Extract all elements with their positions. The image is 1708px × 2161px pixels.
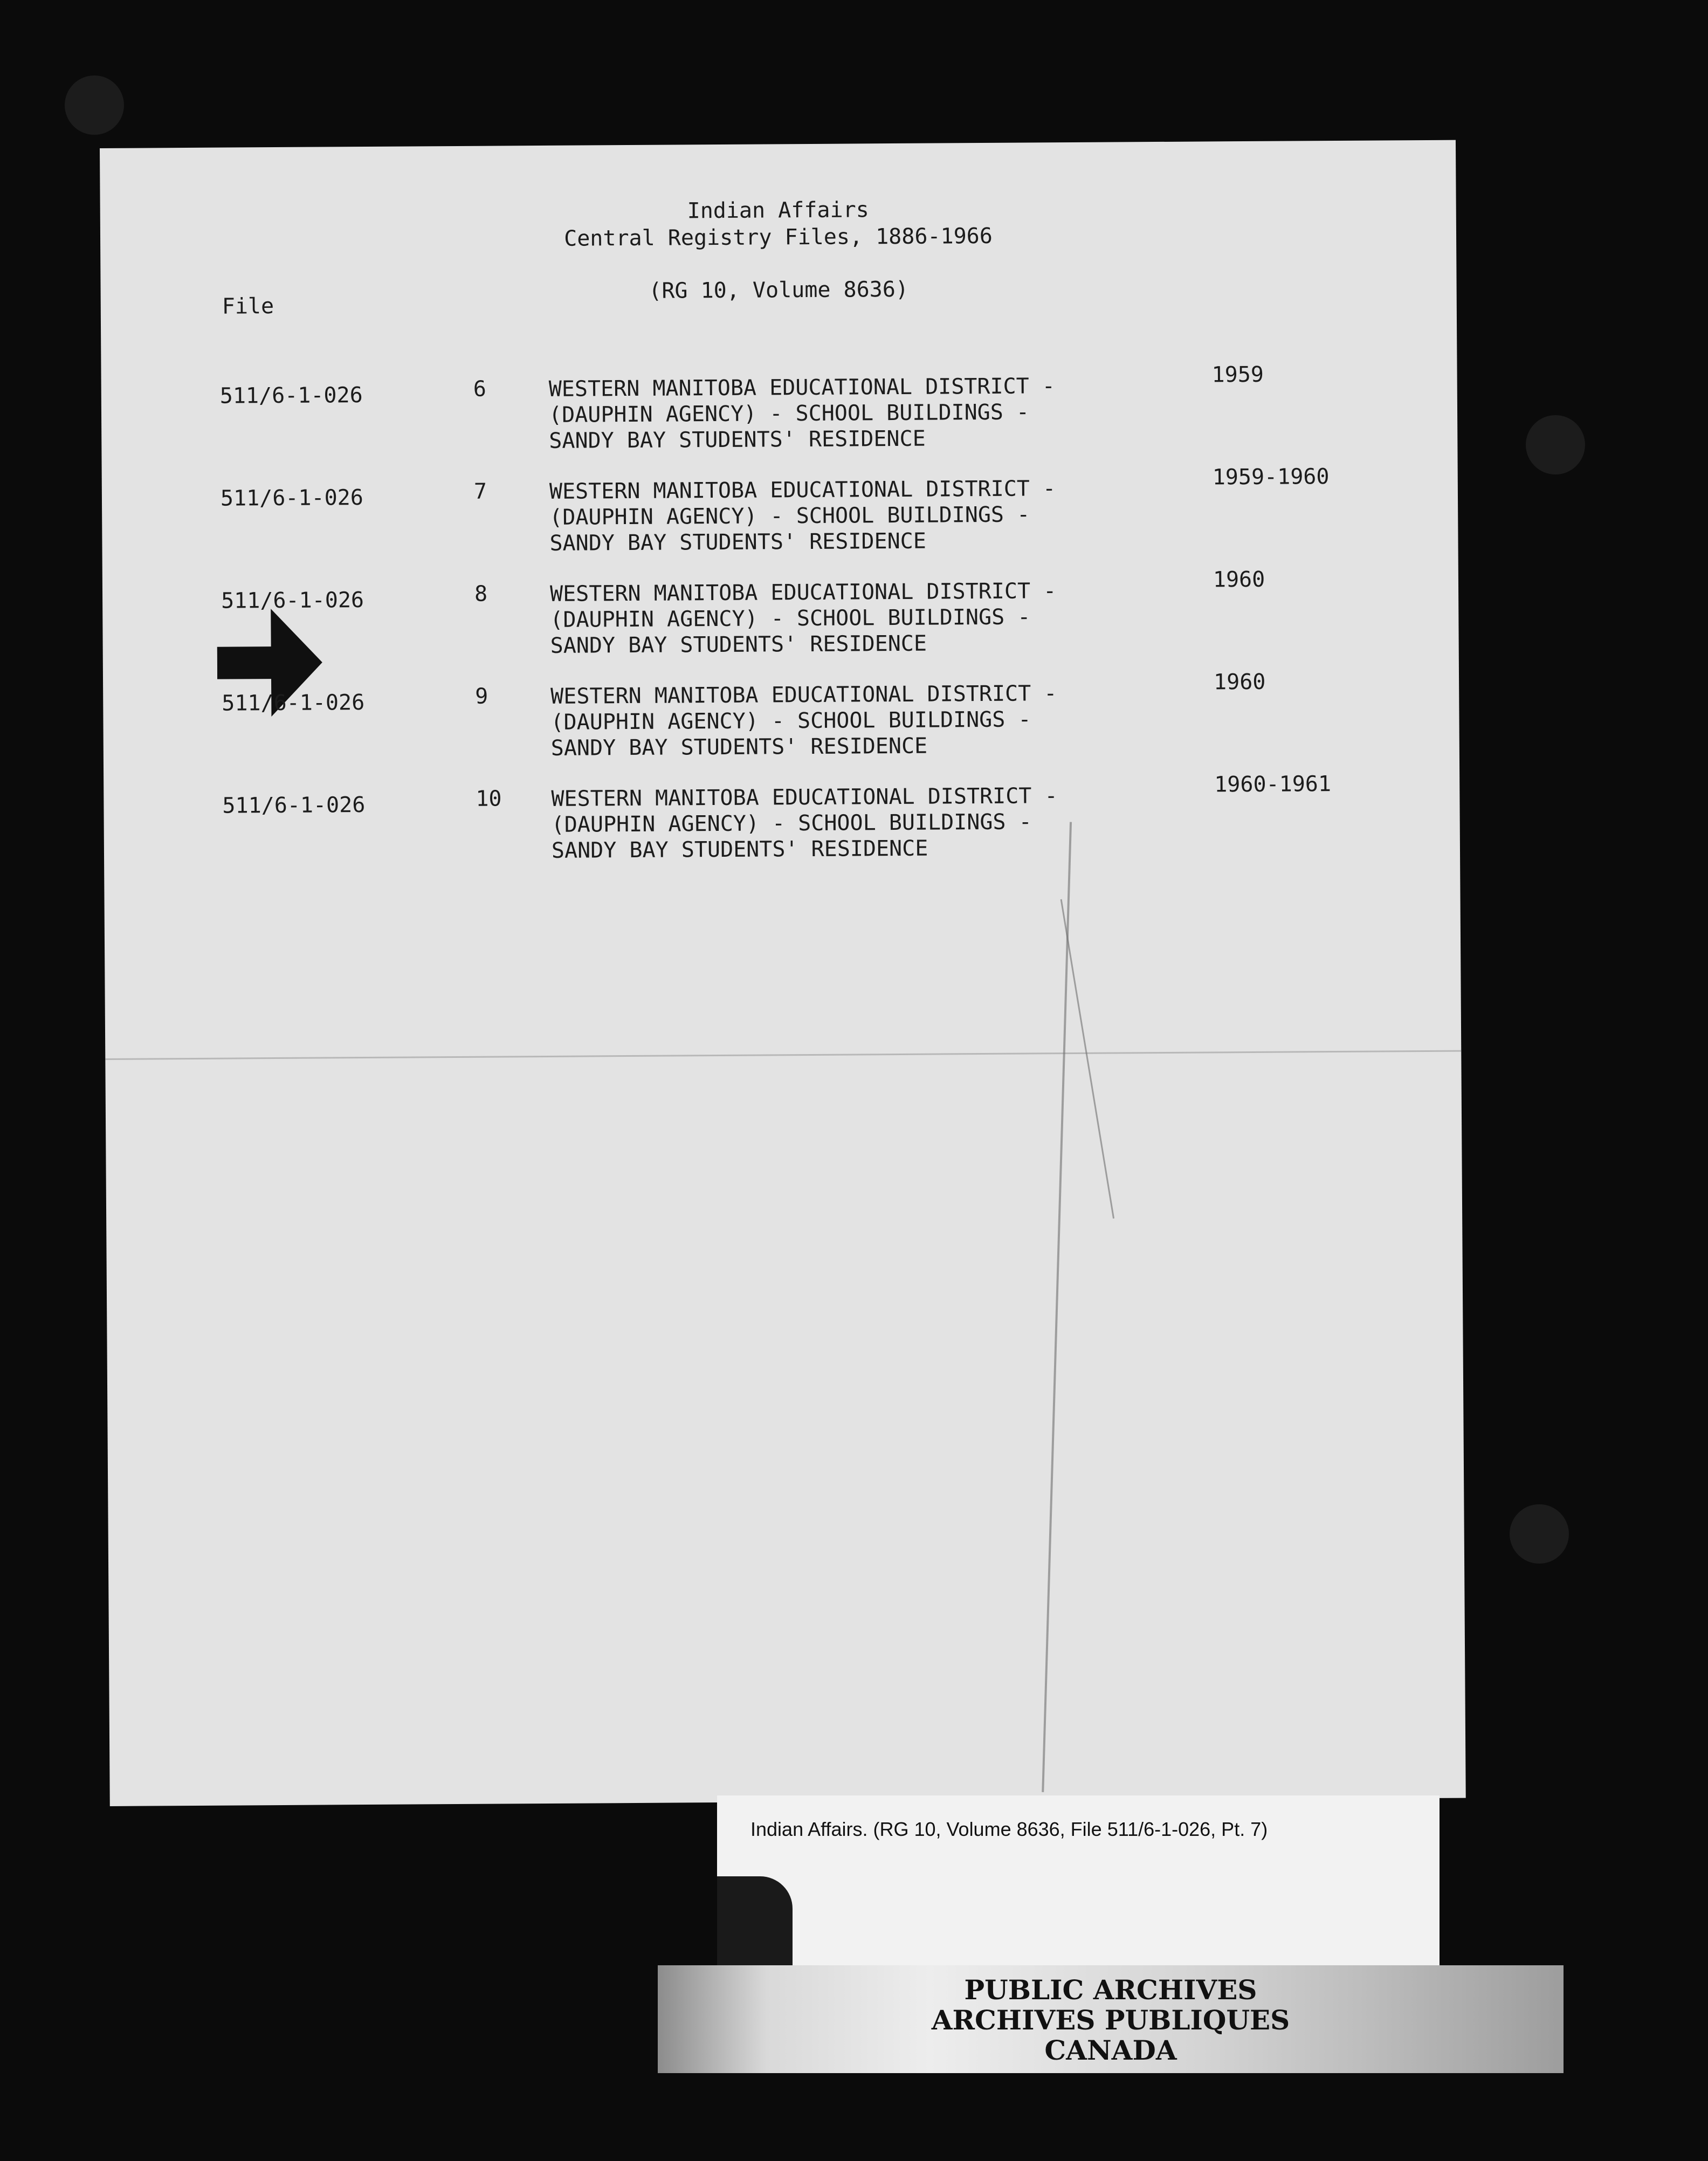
stamp-line-3: CANADA (1044, 2034, 1177, 2066)
file-title-line: SANDY BAY STUDENTS' RESIDENCE (550, 631, 927, 658)
file-date: 1960-1961 (1214, 772, 1332, 797)
file-number: 511/6-1-026 (220, 485, 364, 511)
page-fold-line (105, 1050, 1461, 1060)
film-hole-top-right (1526, 415, 1585, 474)
file-entry (104, 771, 1460, 863)
file-title-line: WESTERN MANITOBA EDUCATIONAL DISTRICT - (549, 476, 1056, 504)
file-title-line: SANDY BAY STUDENTS' RESIDENCE (551, 836, 928, 863)
file-number: 511/6-1-026 (221, 588, 364, 614)
file-entry (101, 361, 1458, 453)
archive-label-card (717, 1795, 1440, 1965)
file-title-line: WESTERN MANITOBA EDUCATIONAL DISTRICT - (550, 681, 1057, 709)
document-page (100, 140, 1466, 1806)
file-entry (103, 669, 1459, 761)
scratch-mark (1060, 899, 1114, 1219)
file-part: 9 (475, 684, 488, 709)
file-column-label: File (222, 294, 274, 319)
file-part: 8 (474, 581, 488, 607)
file-title-line: WESTERN MANITOBA EDUCATIONAL DISTRICT - (551, 783, 1058, 811)
file-number: 511/6-1-026 (219, 383, 363, 409)
archives-stamp (658, 1965, 1564, 2073)
file-date: 1960 (1213, 567, 1265, 593)
stamp-line-1: PUBLIC ARCHIVES (964, 1974, 1257, 2006)
file-title-line: SANDY BAY STUDENTS' RESIDENCE (550, 733, 928, 761)
file-part: 10 (476, 786, 502, 811)
film-smudge (717, 1876, 793, 1968)
file-title-line: WESTERN MANITOBA EDUCATIONAL DISTRICT - (548, 374, 1056, 402)
header-title: Indian Affairs (687, 197, 869, 224)
file-date: 1959 (1211, 362, 1264, 388)
file-number: 511/6-1-026 (222, 793, 366, 818)
file-title-line: (DAUPHIN AGENCY) - SCHOOL BUILDINGS - (549, 502, 1030, 530)
scratch-mark (1042, 822, 1072, 1792)
file-title-line: (DAUPHIN AGENCY) - SCHOOL BUILDINGS - (548, 400, 1030, 428)
archive-label-caption: Indian Affairs. (RG 10, Volume 8636, File 511/6-1-026, Pt. 7) (750, 1818, 1268, 1840)
file-title-line: (DAUPHIN AGENCY) - SCHOOL BUILDINGS - (550, 604, 1031, 632)
file-title-line: (DAUPHIN AGENCY) - SCHOOL BUILDINGS - (550, 707, 1031, 735)
file-title (550, 680, 1057, 761)
file-date: 1960 (1213, 669, 1266, 695)
film-hole-top-left (65, 75, 124, 135)
file-title (549, 373, 1056, 454)
file-part: 6 (473, 376, 486, 402)
header-subtitle: Central Registry Files, 1886-1966 (564, 223, 993, 251)
file-title-line: (DAUPHIN AGENCY) - SCHOOL BUILDINGS - (551, 809, 1032, 837)
header-volume: (RG 10, Volume 8636) (649, 277, 909, 304)
file-number: 511/6-1-026 (222, 690, 365, 716)
file-title (549, 476, 1056, 556)
file-title-line: WESTERN MANITOBA EDUCATIONAL DISTRICT - (549, 579, 1057, 607)
file-entry (102, 566, 1459, 658)
film-hole-mid-right (1510, 1504, 1569, 1564)
file-entry (102, 464, 1458, 556)
file-title-line: SANDY BAY STUDENTS' RESIDENCE (549, 426, 926, 453)
file-title (550, 578, 1057, 659)
file-part: 7 (473, 479, 487, 504)
stamp-line-2: ARCHIVES PUBLIQUES (931, 2004, 1290, 2036)
file-date: 1959-1960 (1212, 464, 1330, 490)
file-title (551, 783, 1058, 864)
file-title-line: SANDY BAY STUDENTS' RESIDENCE (549, 528, 927, 556)
